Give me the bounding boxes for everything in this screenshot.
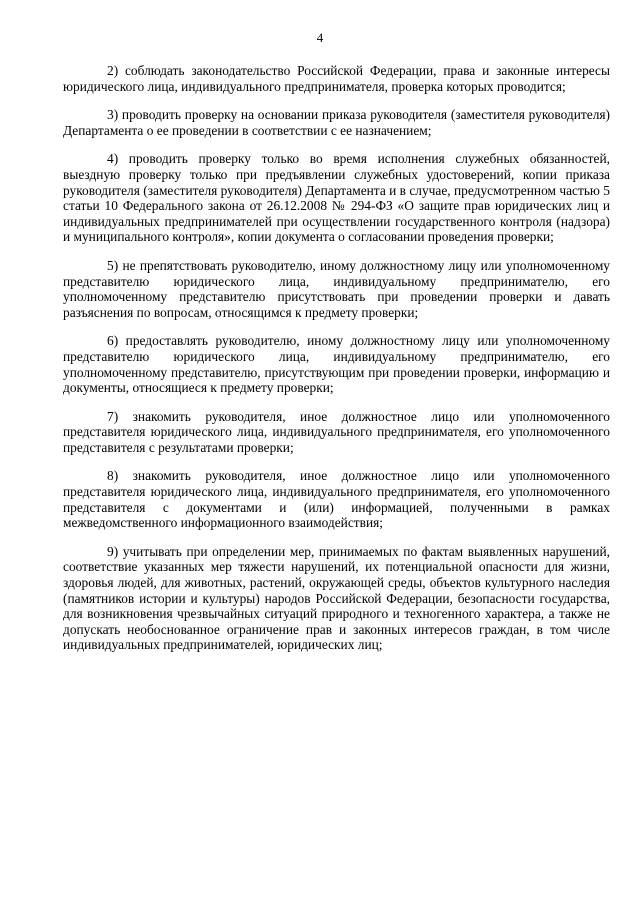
paragraph-item-7: 7) знакомить руководителя, иное должностное лицо или уполномоченного представителя юридического лица, индивидуального предпринимателя, его уполномоченного представителя с результатами проверки; — [63, 408, 610, 455]
paragraph-item-9: 9) учитывать при определении мер, принимаемых по фактам выявленных нарушений, соответствие указанных мер тяжести нарушений, их потенциальной опасности для жизни, здоровья людей, для животных, растений, окружающей среды, объектов культурного наследия (памятников истории и культуры) народов Российской Федерации, безопасности государства, для возникновения чрезвычайных ситуаций природного и техногенного характера, а также не допускать необоснованное ограничение прав и законных интересов граждан, в том числе индивидуальных предпринимателей, юридических лиц; — [63, 543, 610, 653]
paragraph-item-3: 3) проводить проверку на основании приказа руководителя (заместителя руководителя) Департамента о ее проведении в соответствии с ее назначением; — [63, 107, 610, 138]
paragraph-item-2: 2) соблюдать законодательство Российской Федерации, права и законные интересы юридического лица, индивидуального предпринимателя, проверка которых проводится; — [63, 63, 610, 94]
paragraph-item-6: 6) предоставлять руководителю, иному должностному лицу или уполномоченному представителю юридического лица, индивидуальному предпринимателю, его уполномоченному представителю, присутствующим при проведении проверки, информацию и документы, относящиеся к предмету проверки; — [63, 333, 610, 396]
paragraph-item-4: 4) проводить проверку только во время исполнения служебных обязанностей, выездную проверку только при предъявлении служебных удостоверений, копии приказа руководителя (заместителя руководителя) Департамента и в случае, предусмотренном частью 5 статьи 10 Федерального закона от 26.12.2008 № 294-ФЗ «О защите прав юридических лиц и индивидуальных предпринимателей при осуществлении государственного контроля (надзора) и муниципального контроля», копии документа о согласовании проведения проверки; — [63, 151, 610, 245]
document-body — [63, 63, 610, 666]
paragraph-item-5: 5) не препятствовать руководителю, иному должностному лицу или уполномоченному представителю юридического лица, индивидуальному предпринимателю, его уполномоченному представителю присутствовать при проведении проверки и давать разъяснения по вопросам, относящимся к предмету проверки; — [63, 257, 610, 320]
page-number: 4 — [316, 30, 324, 45]
paragraph-item-8: 8) знакомить руководителя, иное должностное лицо или уполномоченного представителя юридического лица, индивидуального предпринимателя, его уполномоченного представителя с документами и (или) информацией, полученными в рамках межведомственного информационного взаимодействия; — [63, 468, 610, 531]
